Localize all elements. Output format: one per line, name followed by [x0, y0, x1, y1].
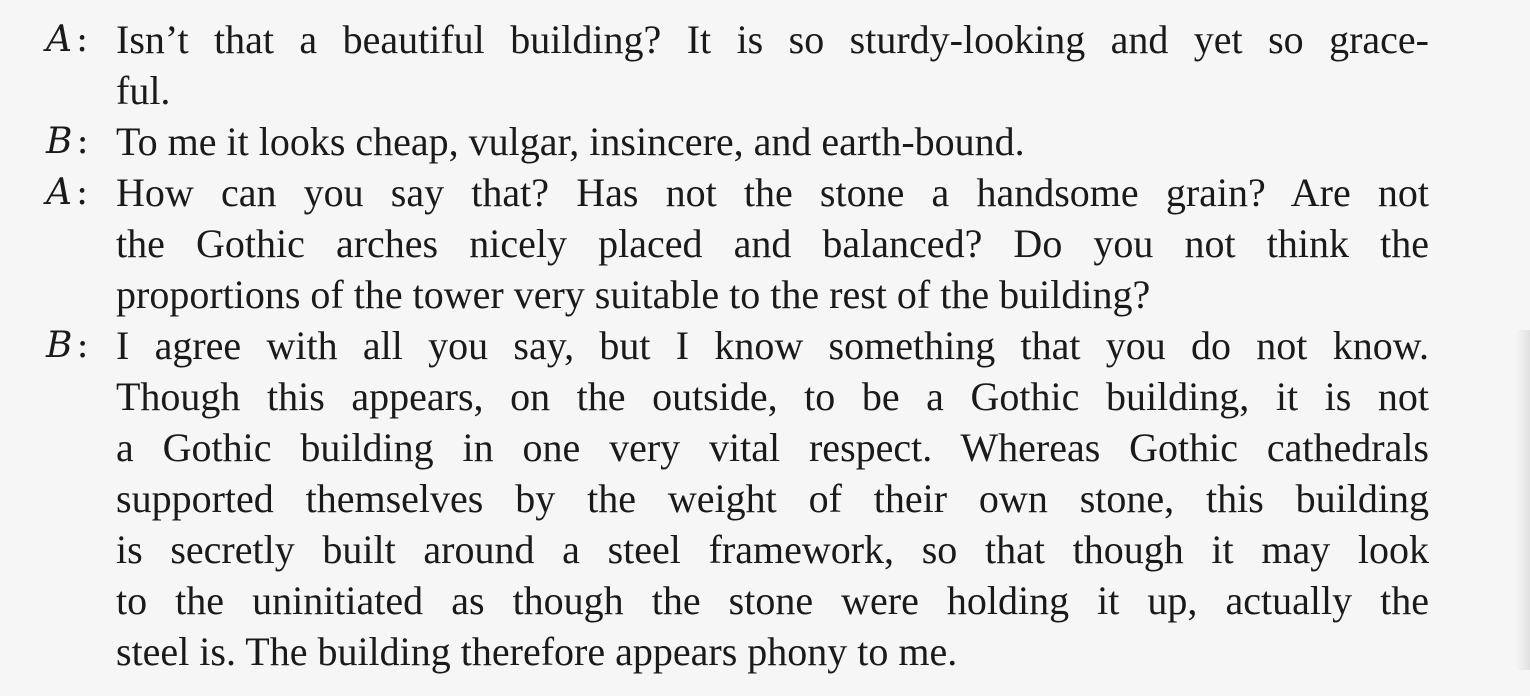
dialogue-entry [46, 167, 1436, 320]
entry-text [116, 320, 1436, 677]
text-line: supported themselves by the weight of their own stone, this building [116, 476, 1429, 521]
dialogue-entry [46, 14, 1436, 116]
speaker-label: B : [46, 121, 89, 162]
text-line: To me it looks cheap, vulgar, insincere, and earth-bound. [116, 119, 1025, 164]
text-line: proportions of the tower very suitable to the rest of the building? [116, 272, 1151, 317]
text-line: Though this appears, on the outside, to be a Gothic building, it is not [116, 374, 1429, 419]
entry-text [116, 116, 1436, 167]
text-line: ful. [116, 68, 171, 113]
text-line: I agree with all you say, but I know something that you do not know. [116, 323, 1429, 368]
text-line: How can you say that? Has not the stone a handsome grain? Are not [116, 170, 1429, 215]
entry-text [116, 167, 1436, 320]
text-line: to the uninitiated as though the stone were holding it up, actually the [116, 578, 1429, 623]
dialogue-entry [46, 116, 1436, 167]
speaker-label: A : [46, 172, 89, 213]
page-edge-shadow [1516, 330, 1530, 670]
dialogue [46, 14, 1436, 677]
speaker-label: B : [46, 325, 89, 366]
dialogue-entry [46, 320, 1436, 677]
entry-text [116, 14, 1436, 116]
speaker-label: A : [46, 19, 89, 60]
text-line: Isn’t that a beautiful building? It is so sturdy-looking and yet so grace- [116, 17, 1429, 62]
text-line: the Gothic arches nicely placed and balanced? Do you not think the [116, 221, 1429, 266]
text-line: is secretly built around a steel framework, so that though it may look [116, 527, 1429, 572]
text-line: a Gothic building in one very vital respect. Whereas Gothic cathedrals [116, 425, 1429, 470]
text-line: steel is. The building therefore appears phony to me. [116, 629, 958, 674]
